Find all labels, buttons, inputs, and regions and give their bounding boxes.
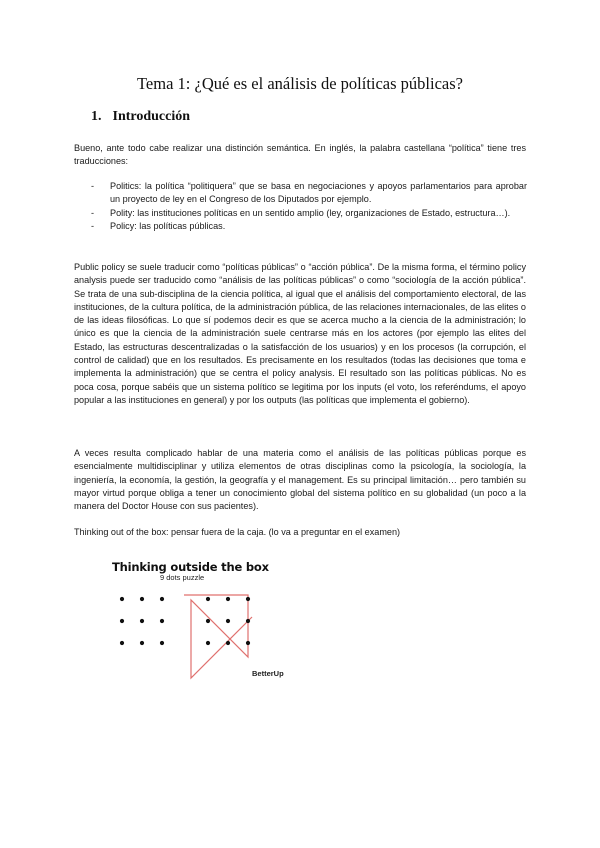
list-item <box>91 220 527 233</box>
dot <box>246 619 250 623</box>
nine-dots-diagram <box>112 556 332 686</box>
puzzle-left <box>120 597 164 645</box>
dot <box>120 641 124 645</box>
list-item-text: Policy: las políticas públicas. <box>110 220 226 231</box>
dot <box>120 597 124 601</box>
dot <box>140 597 144 601</box>
puzzle-solution <box>184 595 252 678</box>
body-paragraph-1: Public policy se suele traducir como “políticas públicas” o “acción pública”. De la misma forma, el término policy analysis puede ser traducido como “análisis de las políticas públicas” o como “sociología de la acción pública”. Se trata de una sub-disciplina de la ciencia política, al igual que el análisis del comportamiento electoral, de las instituciones, de la cultura política, de la administración pública, de las relaciones internacionales, de las elites o de las ideas filosóficas. Lo que sí podemos decir es que se acerca mucho a la ciencia de la administración; lo único es que la ciencia de la administración suele centrarse más en los actores (por ejemplo las elites del Estado, las estructuras descentralizadas o la satisfacción de los usuarios) y en los procesos (la corrupción, el control de calidad) que en los resultados. Es precisamente en los resultados (todas las decisiones que toma e implementa la administración) que se centra el policy analysis. El resultado son las políticas públicas. No es poca cosa, porque sabéis que un sistema político se legitima por los inputs (el voto, los referéndums, el apoyo popular a las instituciones en general) y por los outputs (las políticas que implementa el gobierno). <box>74 262 526 405</box>
list-item <box>91 180 527 207</box>
figure-subtitle: 9 dots puzzle <box>160 573 205 582</box>
section-number: 1. <box>91 109 102 124</box>
figure-title: Thinking outside the box <box>112 560 269 574</box>
section-label: Introducción <box>112 109 191 124</box>
dot <box>226 641 230 645</box>
figure-brand-logo: BetterUp <box>252 669 284 678</box>
bullet-marker: - <box>91 220 95 231</box>
dot <box>160 619 164 623</box>
dot <box>206 597 210 601</box>
body-paragraph-3: Thinking out of the box: pensar fuera de la caja. (lo va a preguntar en el examen) <box>74 527 401 537</box>
bullet-marker: - <box>91 181 95 191</box>
dot <box>206 619 210 623</box>
section-heading <box>91 109 190 125</box>
translations-list <box>91 180 527 233</box>
dot <box>246 641 250 645</box>
dot <box>140 641 144 645</box>
solution-path <box>184 595 252 678</box>
list-item-text: Polity: las instituciones políticas en un sentido amplio (ley, organizaciones de Estado, estructura…). <box>110 207 511 218</box>
dot <box>160 597 164 601</box>
dot <box>206 641 210 645</box>
nine-dots-figure <box>112 556 332 686</box>
list-item-text: Politics: la política “politiquera” que se basa en negociaciones y apoyos parlamentarios para aprobar un proyecto de ley en el Congreso de los Diputados por ejemplo. <box>110 181 527 205</box>
dot <box>246 597 250 601</box>
body-paragraph-2: A veces resulta complicado hablar de una materia como el análisis de las políticas públicas porque es esencialmente multidisciplinar y utiliza elementos de otras disciplinas como la psicología, la sociología, la ingeniería, la economía, la gestión, la geografía y el management. Es su principal limitación… pero también su mayor virtud porque obliga a tener un conocimiento global del sistema político en su globalidad (un poco a la manera del Doctor House con sus pacientes). <box>74 448 526 512</box>
list-item <box>91 207 527 220</box>
dot <box>160 641 164 645</box>
dot <box>140 619 144 623</box>
dot <box>226 619 230 623</box>
page-title: Tema 1: ¿Qué es el análisis de políticas públicas? <box>137 74 463 93</box>
dot <box>226 597 230 601</box>
bullet-marker: - <box>91 207 95 218</box>
intro-paragraph: Bueno, ante todo cabe realizar una distinción semántica. En inglés, la palabra castellana “política” tiene tres traducciones: <box>74 143 526 167</box>
dot <box>120 619 124 623</box>
